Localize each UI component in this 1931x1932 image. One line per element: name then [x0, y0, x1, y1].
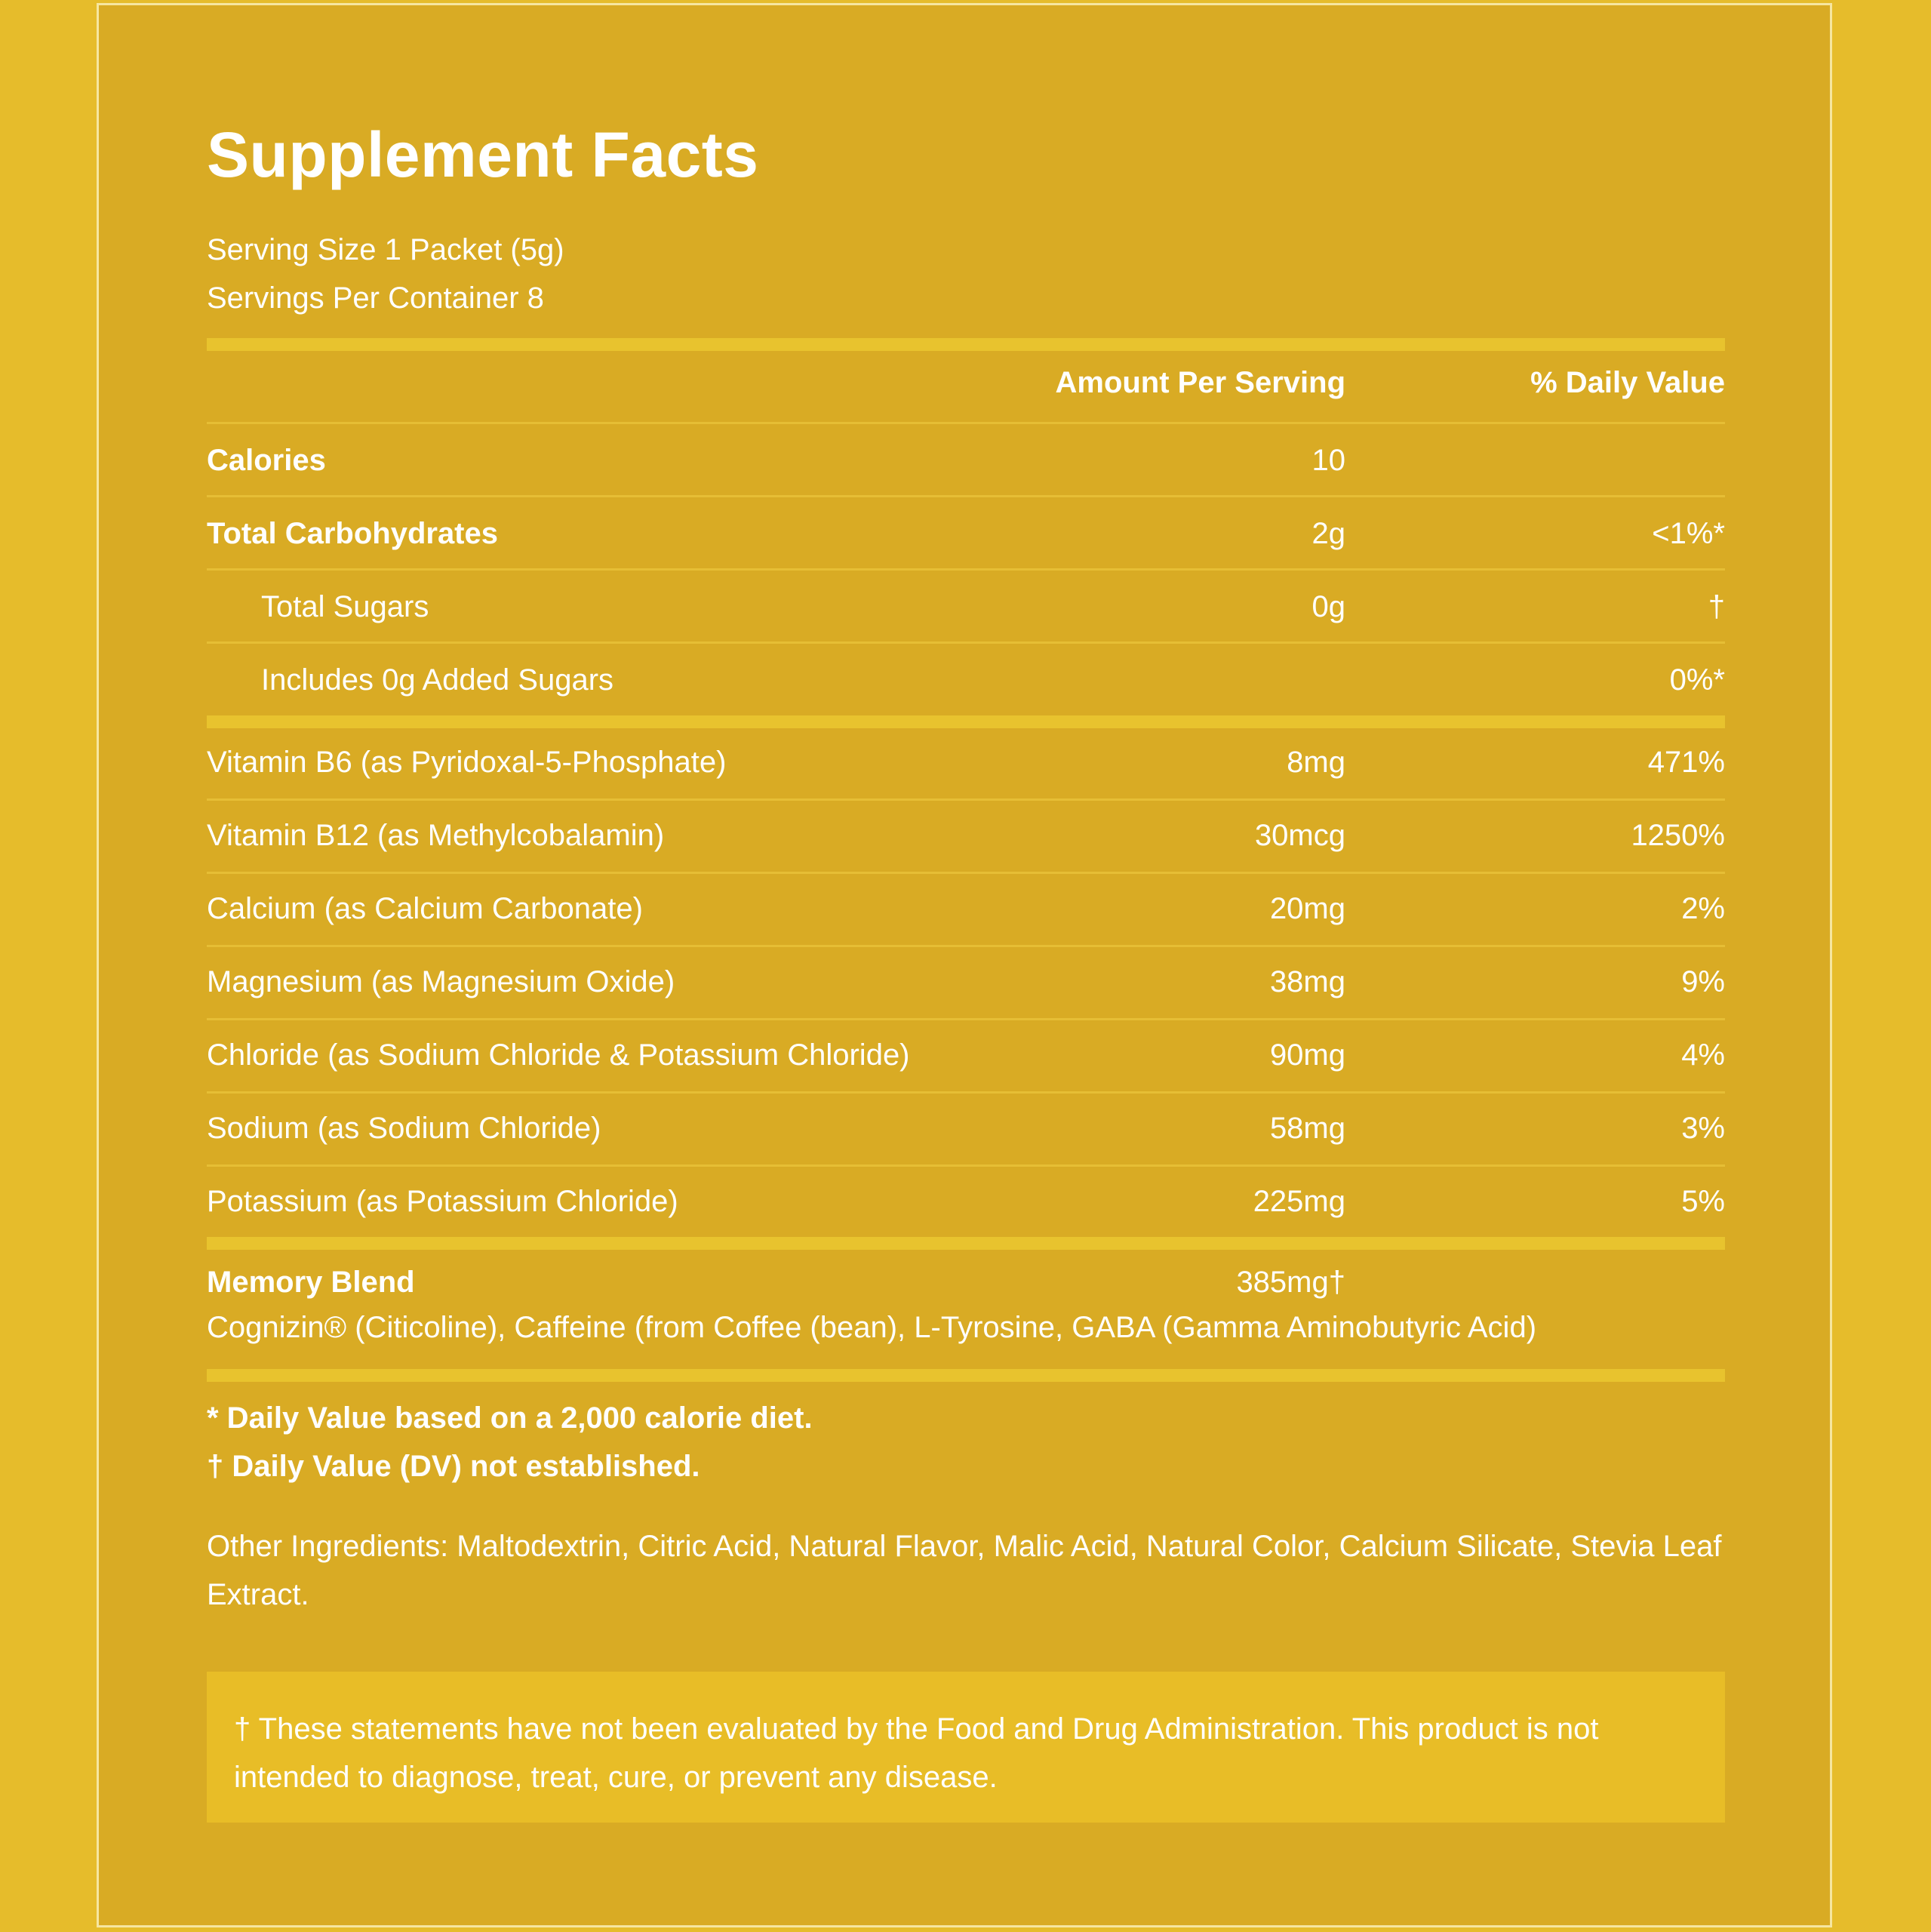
- nutrient-amount: 0g: [1311, 590, 1345, 623]
- nutrient-row: [207, 571, 1725, 643]
- thick-divider: [207, 1369, 1725, 1382]
- nutrient-name: Sodium (as Sodium Chloride): [207, 1112, 601, 1145]
- nutrient-daily-value: †: [1708, 590, 1725, 623]
- daily-value-header: % Daily Value: [1530, 366, 1725, 399]
- amount-per-serving-header: Amount Per Serving: [1055, 366, 1345, 399]
- nutrient-row: [207, 1165, 1725, 1238]
- nutrient-row: [207, 872, 1725, 945]
- nutrient-amount: 90mg: [1269, 1038, 1345, 1072]
- nutrient-daily-value: 471%: [1647, 746, 1725, 779]
- blend-ingredients: Cognizin® (Citicoline), Caffeine (from Coffee (bean), L-Tyrosine, GABA (Gamma Aminobutyric Acid): [207, 1311, 1537, 1344]
- nutrient-amount: 10: [1311, 444, 1345, 477]
- serving-size: Serving Size 1 Packet (5g): [207, 233, 564, 266]
- thick-divider: [207, 338, 1725, 351]
- nutrient-amount: 30mcg: [1254, 819, 1345, 852]
- nutrient-daily-value: 0%*: [1669, 663, 1725, 697]
- nutrient-name: Total Carbohydrates: [207, 517, 498, 550]
- nutrient-amount: 38mg: [1269, 965, 1345, 998]
- label-title: Supplement Facts: [207, 119, 759, 190]
- nutrient-row: [207, 1019, 1725, 1091]
- nutrient-row: [207, 644, 1725, 716]
- nutrient-amount: 2g: [1311, 517, 1345, 550]
- servings-per-container: Servings Per Container 8: [207, 281, 544, 315]
- nutrient-row: [207, 946, 1725, 1018]
- nutrient-row: [207, 726, 1725, 798]
- nutrient-daily-value: <1%*: [1652, 517, 1725, 550]
- blend-name: Memory Blend: [207, 1266, 415, 1299]
- nutrient-daily-value: 4%: [1681, 1038, 1725, 1072]
- nutrient-name: Potassium (as Potassium Chloride): [207, 1185, 678, 1218]
- nutrient-name: Vitamin B12 (as Methylcobalamin): [207, 819, 665, 852]
- thick-divider: [207, 1237, 1725, 1250]
- fda-disclaimer: † These statements have not been evaluated by the Food and Drug Administration. This product is not intended to diagnose, treat, cure, or prevent any disease.: [207, 1672, 1725, 1823]
- nutrient-daily-value: 1250%: [1631, 819, 1725, 852]
- nutrient-amount: 225mg: [1253, 1185, 1345, 1218]
- other-ingredients: Other Ingredients: Maltodextrin, Citric Acid, Natural Flavor, Malic Acid, Natural Color, Calcium Silicate, Stevia Leaf Extract.: [207, 1530, 1722, 1611]
- nutrient-daily-value: 3%: [1681, 1112, 1725, 1145]
- nutrient-row: [207, 1092, 1725, 1164]
- nutrient-daily-value: 9%: [1681, 965, 1725, 998]
- dv-not-established-footnote: † Daily Value (DV) not established.: [207, 1450, 700, 1483]
- nutrient-name: Calcium (as Calcium Carbonate): [207, 892, 643, 925]
- nutrient-name: Chloride (as Sodium Chloride & Potassium Chloride): [207, 1038, 910, 1072]
- nutrient-name: Magnesium (as Magnesium Oxide): [207, 965, 675, 998]
- nutrient-row: [207, 424, 1725, 497]
- nutrient-amount: 20mg: [1269, 892, 1345, 925]
- dv-basis-footnote: * Daily Value based on a 2,000 calorie diet.: [207, 1401, 813, 1435]
- nutrient-name: Calories: [207, 444, 326, 477]
- nutrient-row: [207, 799, 1725, 872]
- blend-amount: 385mg†: [1236, 1266, 1345, 1299]
- nutrient-row: [207, 497, 1725, 570]
- supplement-facts-panel: [97, 3, 1832, 1927]
- nutrient-name: Vitamin B6 (as Pyridoxal-5-Phosphate): [207, 746, 727, 779]
- nutrient-amount: 8mg: [1287, 746, 1345, 779]
- nutrient-name: Includes 0g Added Sugars: [261, 663, 614, 697]
- nutrient-daily-value: 2%: [1681, 892, 1725, 925]
- nutrient-daily-value: 5%: [1681, 1185, 1725, 1218]
- nutrient-amount: 58mg: [1269, 1112, 1345, 1145]
- nutrient-name: Total Sugars: [261, 590, 429, 623]
